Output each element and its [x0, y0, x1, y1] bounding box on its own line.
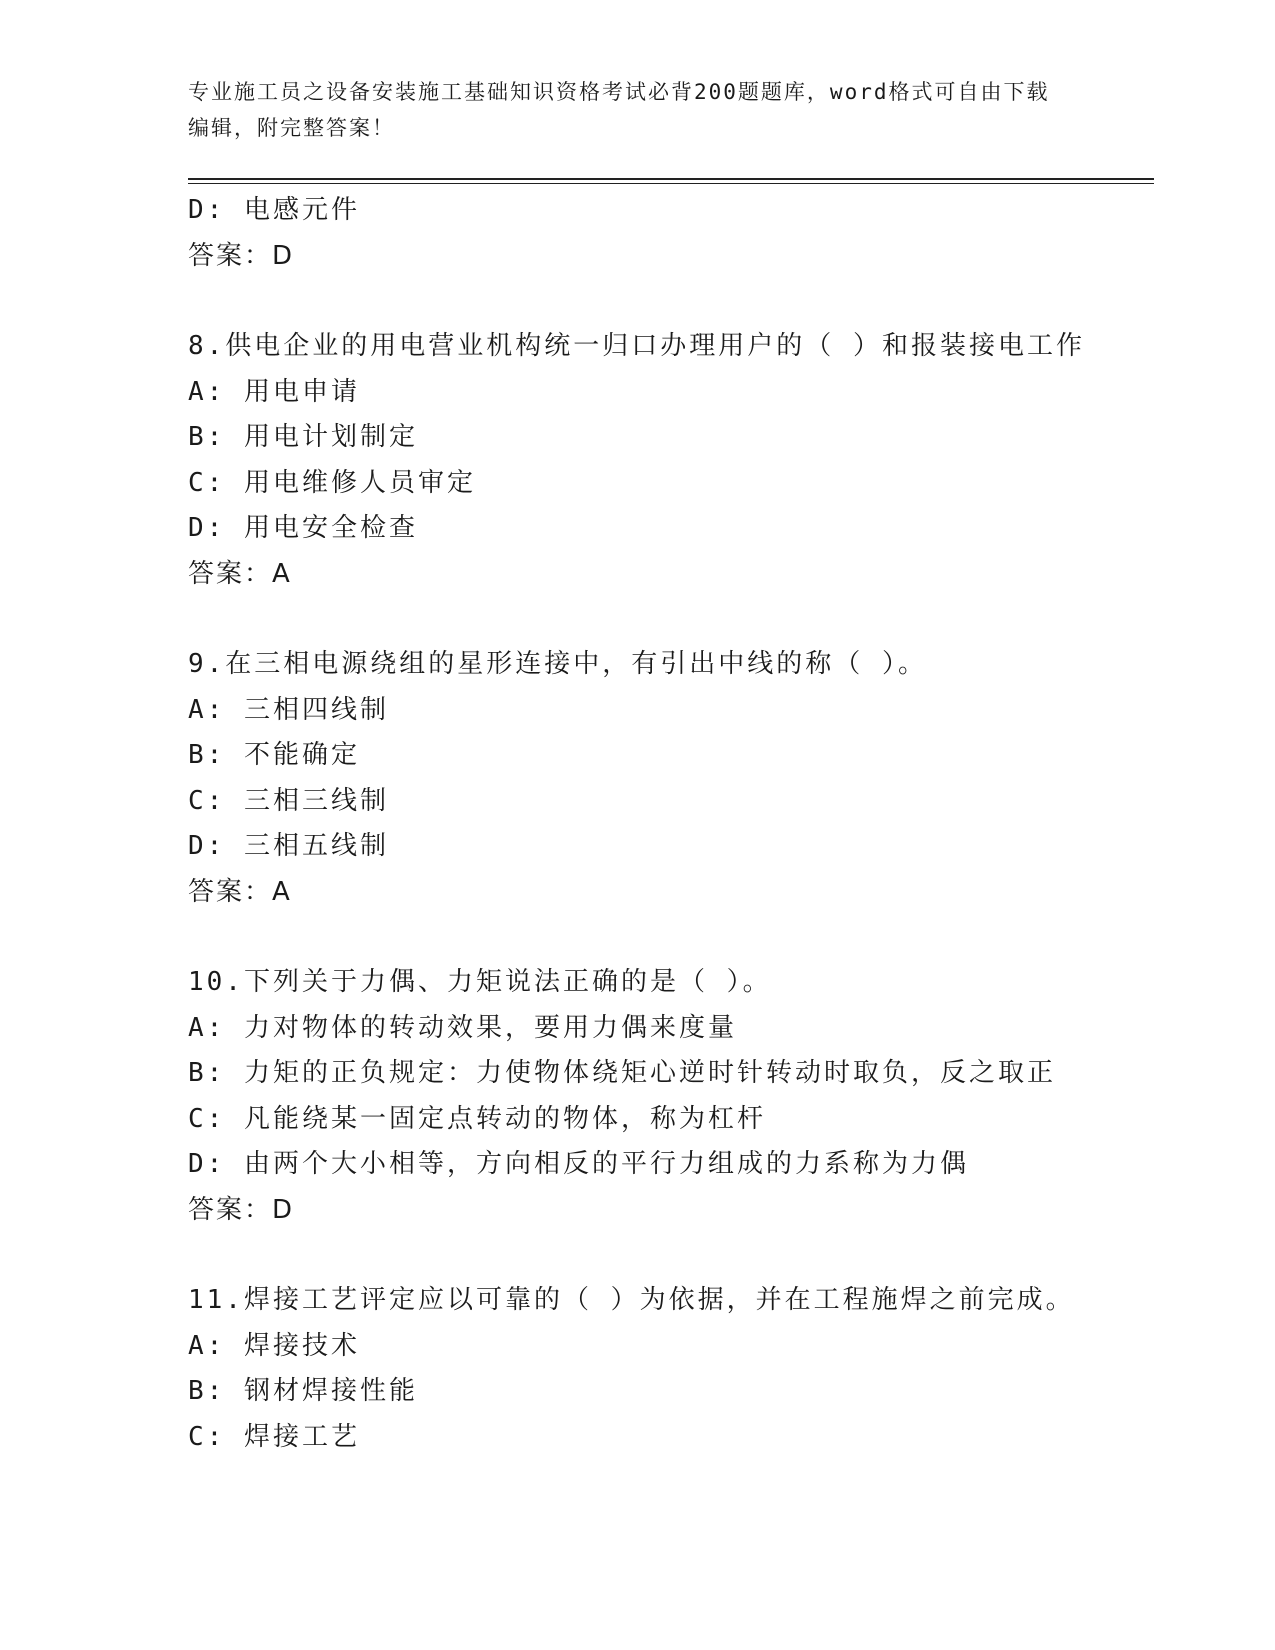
option-a: A: 力对物体的转动效果，要用力偶来度量 — [188, 1012, 737, 1043]
option-d: D: 电感元件 — [188, 195, 360, 225]
answer-line: 答案：D — [188, 240, 295, 271]
option-d: D: 三相五线制 — [188, 831, 389, 861]
question-content — [188, 188, 1154, 1460]
question-stem: 9.在三相电源绕组的星形连接中，有引出中线的称（ ）。 — [188, 649, 927, 679]
header-divider — [188, 178, 1154, 184]
answer-line: 答案：A — [188, 876, 292, 907]
option-c: C: 三相三线制 — [188, 785, 389, 816]
option-d: D: 用电安全检查 — [188, 513, 418, 543]
option-a: A: 焊接技术 — [188, 1330, 360, 1361]
question-stem: 8.供电企业的用电营业机构统一归口办理用户的（ ）和报装接电工作 — [188, 331, 1085, 361]
option-c: C: 用电维修人员审定 — [188, 467, 476, 498]
option-b: B: 力矩的正负规定：力使物体绕矩心逆时针转动时取负，反之取正 — [188, 1058, 1056, 1088]
spacer — [188, 915, 1154, 960]
spacer — [188, 1233, 1154, 1278]
question-stem: 10.下列关于力偶、力矩说法正确的是（ ）。 — [188, 967, 772, 997]
spacer — [188, 597, 1154, 642]
answer-line: 答案：A — [188, 558, 292, 589]
option-b: B: 用电计划制定 — [188, 422, 418, 452]
option-a: A: 用电申请 — [188, 376, 360, 407]
option-d: D: 由两个大小相等，方向相反的平行力组成的力系称为力偶 — [188, 1149, 969, 1179]
spacer — [188, 279, 1154, 324]
option-c: C: 凡能绕某一固定点转动的物体，称为杠杆 — [188, 1103, 766, 1134]
answer-line: 答案：D — [188, 1194, 295, 1225]
question-stem: 11.焊接工艺评定应以可靠的（ ）为依据，并在工程施焊之前完成。 — [188, 1285, 1075, 1315]
option-c: C: 焊接工艺 — [188, 1421, 360, 1452]
page-header: 专业施工员之设备安装施工基础知识资格考试必背200题题库，word格式可自由下载编辑，附完整答案！ — [188, 80, 1050, 140]
option-b: B: 不能确定 — [188, 740, 360, 770]
option-a: A: 三相四线制 — [188, 694, 389, 725]
option-b: B: 钢材焊接性能 — [188, 1376, 418, 1406]
